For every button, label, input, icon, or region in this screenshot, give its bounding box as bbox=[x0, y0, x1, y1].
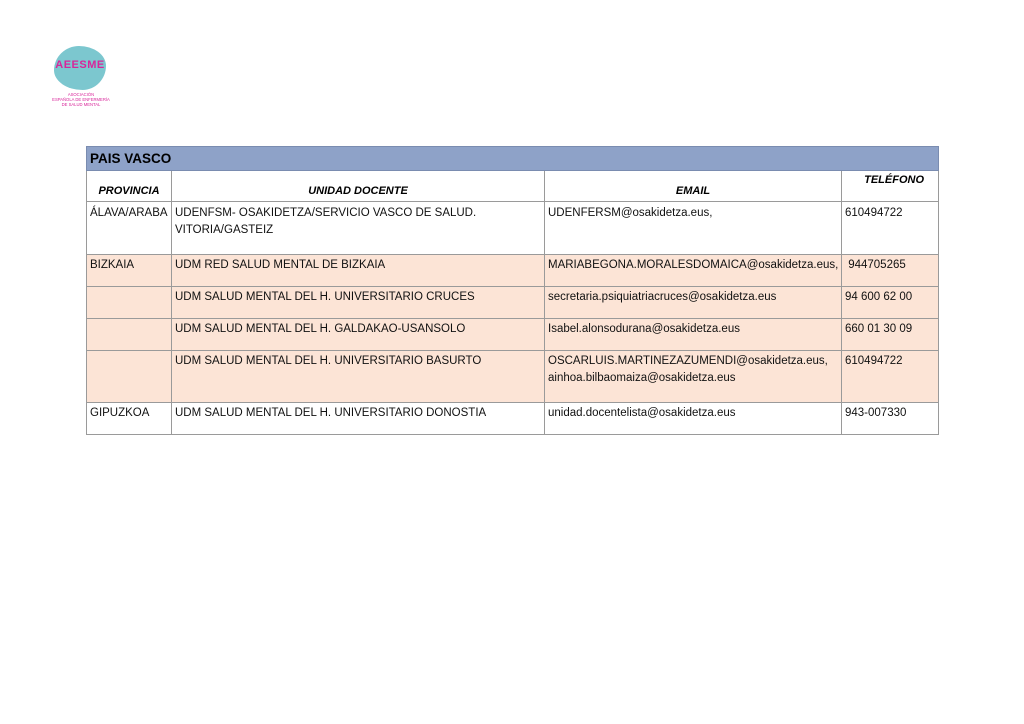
table-row bbox=[87, 403, 939, 435]
header-provincia: PROVINCIA bbox=[87, 171, 172, 202]
cell-unidad-line: UDM SALUD MENTAL DEL H. UNIVERSITARIO BASURTO bbox=[175, 355, 482, 367]
cell-unidad bbox=[172, 351, 545, 403]
cell-unidad-line: UDM SALUD MENTAL DEL H. GALDAKAO-USANSOLO bbox=[175, 323, 466, 335]
cell-email bbox=[545, 202, 842, 255]
region-title: PAIS VASCO bbox=[87, 147, 939, 171]
table-row bbox=[87, 202, 939, 255]
teaching-units-table bbox=[86, 146, 939, 435]
region-header-row bbox=[87, 147, 939, 171]
cell-unidad-line: UDM RED SALUD MENTAL DE BIZKAIA bbox=[175, 259, 386, 271]
cell-email bbox=[545, 351, 842, 403]
cell-unidad bbox=[172, 202, 545, 255]
header-unidad-docente: UNIDAD DOCENTE bbox=[172, 171, 545, 202]
cell-provincia bbox=[87, 287, 172, 319]
column-header-row bbox=[87, 171, 939, 202]
cell-unidad-line: UDM SALUD MENTAL DEL H. UNIVERSITARIO CRUCES bbox=[175, 291, 475, 303]
cell-unidad bbox=[172, 319, 545, 351]
cell-telefono: 610494722 bbox=[842, 351, 939, 403]
cell-provincia bbox=[87, 351, 172, 403]
cell-unidad-line: VITORIA/GASTEIZ bbox=[175, 224, 274, 236]
header-email: EMAIL bbox=[545, 171, 842, 202]
logo-mark: AEESME bbox=[55, 59, 105, 71]
cell-unidad bbox=[172, 255, 545, 287]
email-text: secretaria.psiquiatriacruces@osakidetza.eus bbox=[548, 291, 777, 303]
cell-provincia: GIPUZKOA bbox=[87, 403, 172, 435]
email-text: OSCARLUIS.MARTINEZAZUMENDI@osakidetza.eus, bbox=[548, 355, 828, 367]
header-telefono: TELÉFONO bbox=[842, 171, 939, 202]
cell-telefono: 660 01 30 09 bbox=[842, 319, 939, 351]
cell-telefono: 94 600 62 00 bbox=[842, 287, 939, 319]
email-text: UDENFERSM@osakidetza.eus, bbox=[548, 207, 713, 219]
table-row bbox=[87, 319, 939, 351]
cell-telefono: 610494722 bbox=[842, 202, 939, 255]
cell-telefono: 943-007330 bbox=[842, 403, 939, 435]
cell-unidad bbox=[172, 403, 545, 435]
aeesme-logo bbox=[48, 44, 114, 114]
cell-provincia: BIZKAIA bbox=[87, 255, 172, 287]
logo-caption bbox=[42, 92, 120, 107]
cell-telefono: 944705265 bbox=[842, 255, 939, 287]
cell-email bbox=[545, 319, 842, 351]
logo-caption-line: ESPAÑOLA DE ENFERMERÍA bbox=[52, 97, 110, 102]
email-text: unidad.docentelista@osakidetza.eus bbox=[548, 407, 736, 419]
email-text: ainhoa.bilbaomaiza@osakidetza.eus bbox=[548, 372, 736, 384]
email-text: MARIABEGONA.MORALESDOMAICA@osakidetza.eus, bbox=[548, 259, 839, 271]
cell-email bbox=[545, 255, 842, 287]
cell-provincia bbox=[87, 319, 172, 351]
email-text: Isabel.alonsodurana@osakidetza.eus bbox=[548, 323, 740, 335]
cell-email bbox=[545, 403, 842, 435]
logo-caption-line: ASOCIACIÓN bbox=[67, 92, 95, 97]
table-row bbox=[87, 255, 939, 287]
cell-email bbox=[545, 287, 842, 319]
cell-provincia: ÁLAVA/ARABA bbox=[87, 202, 172, 255]
cell-unidad-line: UDENFSM- OSAKIDETZA/SERVICIO VASCO DE SALUD. bbox=[175, 207, 477, 219]
table-row bbox=[87, 351, 939, 403]
cell-unidad bbox=[172, 287, 545, 319]
table-row bbox=[87, 287, 939, 319]
logo-caption-line: DE SALUD MENTAL bbox=[61, 102, 101, 107]
cell-unidad-line: UDM SALUD MENTAL DEL H. UNIVERSITARIO DONOSTIA bbox=[175, 407, 487, 419]
